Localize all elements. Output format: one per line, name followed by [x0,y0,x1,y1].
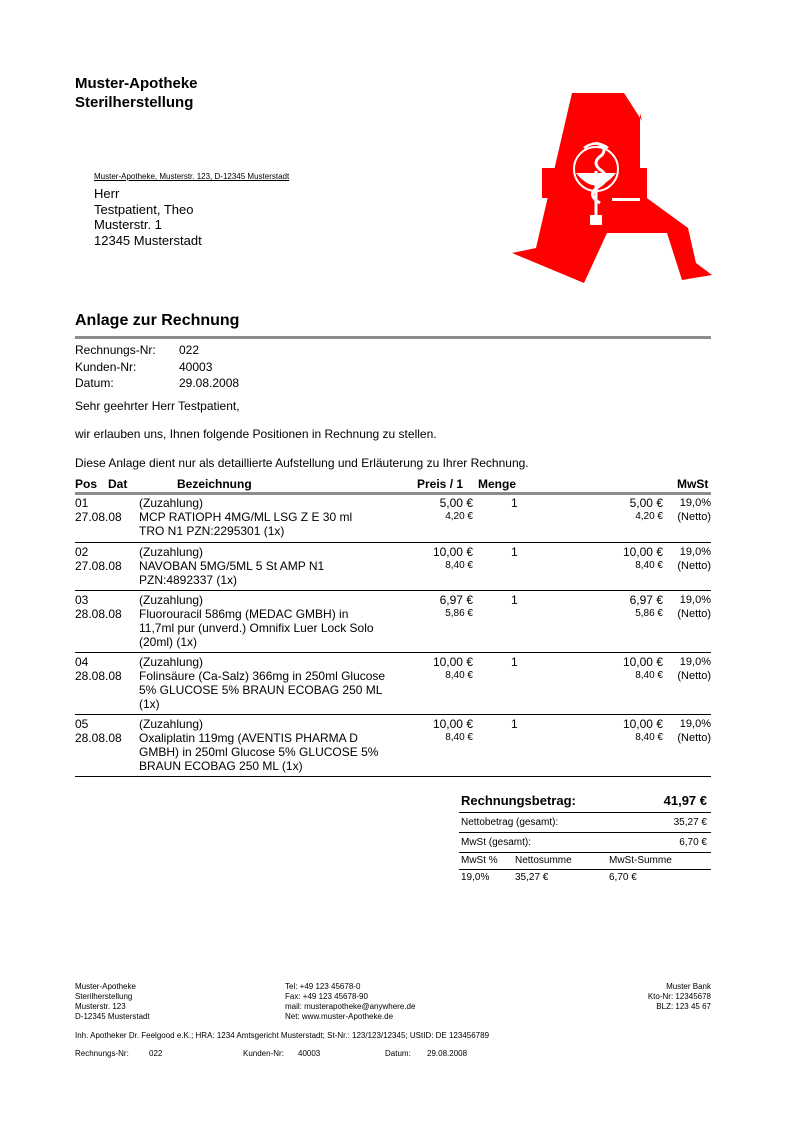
summary-total-label: Rechnungsbetrag: [461,793,576,808]
meta-value: 022 [179,343,200,357]
position-quantity: 1 [511,655,518,669]
position-quantity: 1 [511,496,518,510]
position-number: 02 27.08.08 [75,545,122,573]
recipient-street: Musterstr. 1 [94,217,162,232]
vat-breakdown-row [459,870,711,886]
footer-line: D-12345 Musterstadt [75,1012,150,1021]
footer-fax: Fax: +49 123 45678-90 [285,992,368,1001]
invoice-meta [75,342,239,392]
recipient-name: Testpatient, Theo [94,201,194,217]
footer-blz: BLZ: 123 45 67 [656,1002,711,1011]
meta-label: Rechnungs-Nr: [75,343,156,357]
footer-line: Musterstr. 123 [75,1002,126,1011]
meta-label: Datum: [75,376,114,390]
position-total: 6,97 € 5,86 € [629,593,663,619]
position-price: 10,00 € 8,40 € [432,717,473,743]
recipient-salutation: Herr [94,186,120,201]
table-row [75,653,711,715]
position-quantity: 1 [511,593,518,607]
table-row [75,543,711,591]
summary-net-value: 35,27 € [673,817,707,828]
meta-row-customer [75,359,239,376]
footer-ref-date-label: Datum: [385,1049,411,1058]
footer-legal: Inh. Apotheker Dr. Feelgood e.K.; HRA: 1234 Amtsgericht Musterstadt; St-Nr.: 123/123/12345; UStID: DE 123456789 [75,1031,490,1040]
position-price: 10,00 € 8,40 € [432,545,473,571]
position-vat: 19,0% (Netto) [677,594,711,620]
summary-total-row [459,791,711,813]
document-title: Anlage zur Rechnung [75,312,240,329]
table-row [75,591,711,653]
header-quantity: Menge [478,477,517,491]
header-date: Dat [108,477,128,491]
summary-total-value: 41,97 € [663,793,707,808]
positions-table [75,494,711,777]
position-price: 5,00 € 4,20 € [439,496,473,522]
apotheke-logo-icon [512,73,712,283]
summary-vat-label: MwSt (gesamt): [461,837,532,848]
footer-ref-invoice-label: Rechnungs-Nr: [75,1049,129,1058]
position-vat: 19,0% (Netto) [677,497,711,523]
footer-line: Sterilherstellung [75,992,133,1001]
meta-value: 29.08.2008 [179,376,240,390]
footer-mail: mail: musterapotheke@anywhere.de [285,1002,416,1011]
position-vat: 19,0% (Netto) [677,656,711,682]
recipient-address [94,186,202,248]
vat-sum: 6,70 € [609,872,637,883]
title-rule [75,336,711,339]
recipient-city: 12345 Musterstadt [94,232,202,248]
meta-value: 40003 [179,359,213,374]
greeting: Sehr geehrter Herr Testpatient, [75,399,240,413]
position-total: 5,00 € 4,20 € [629,496,663,522]
footer-ref-invoice: 022 [149,1049,163,1058]
footer-line: Muster-Apotheke [75,982,136,991]
header-vat: MwSt [677,477,709,491]
header-price: Preis / 1 [417,477,464,491]
footer-account: Kto-Nr: 12345678 [647,992,711,1001]
vat-net: 35,27 € [515,872,549,883]
vat-header-rate: MwSt % [461,855,498,866]
position-number: 03 28.08.08 [75,593,122,621]
footer-company [75,982,150,1022]
company-line-2: Sterilherstellung [75,94,194,111]
position-description: (Zuzahlung) Oxaliplatin 119mg (AVENTIS PHARMA D GMBH) in 250ml Glucose 5% GLUCOSE 5% BRAUN ECOBAG 250 ML (1x) [139,717,379,773]
meta-row-date [75,375,239,392]
footer-phone: Tel: +49 123 45678-0 [285,982,361,991]
footer-ref-customer-label: Kunden-Nr: [243,1049,284,1058]
note-text: Diese Anlage dient nur als detaillierte Aufstellung und Erläuterung zu Ihrer Rechnung. [75,456,529,470]
summary-vat-value: 6,70 € [679,837,707,848]
position-number: 01 27.08.08 [75,496,122,524]
footer-contact [285,982,415,1022]
summary-net-label: Nettobetrag (gesamt): [461,817,559,828]
position-description: (Zuzahlung) Fluorouracil 586mg (MEDAC GMBH) in 11,7ml pur (unverd.) Omnifix Luer Lock Solo (20ml) (1x) [139,593,374,649]
position-total: 10,00 € 8,40 € [622,655,663,681]
position-vat: 19,0% (Netto) [677,546,711,572]
footer-bank-name: Muster Bank [666,982,711,991]
vat-rate: 19,0% [461,872,490,883]
footer-ref-date: 29.08.2008 [427,1049,468,1058]
table-row [75,715,711,777]
header-description: Bezeichnung [177,477,252,491]
position-vat: 19,0% (Netto) [677,718,711,744]
position-description: (Zuzahlung) MCP RATIOPH 4MG/ML LSG Z E 30 ml TRO N1 PZN:2295301 (1x) [139,496,353,538]
vat-header-sum: MwSt-Summe [609,855,672,866]
summary-net-row [459,813,711,833]
position-quantity: 1 [511,717,518,731]
header-pos: Pos [75,477,98,491]
meta-label: Kunden-Nr: [75,359,137,374]
position-price: 6,97 € 5,86 € [439,593,473,619]
vat-header-net: Nettosumme [515,855,572,866]
invoice-summary [459,791,711,886]
position-total: 10,00 € 8,40 € [622,717,663,743]
footer-bank [648,982,711,1012]
position-total: 10,00 € 8,40 € [622,545,663,571]
footer-ref-customer: 40003 [298,1049,321,1058]
position-description: (Zuzahlung) Folinsäure (Ca-Salz) 366mg in 250ml Glucose 5% GLUCOSE 5% BRAUN ECOBAG 250 ML (1x) [139,655,386,711]
table-row [75,494,711,543]
company-name [75,74,198,112]
position-price: 10,00 € 8,40 € [432,655,473,681]
intro-text: wir erlauben uns, Ihnen folgende Positionen in Rechnung zu stellen. [75,427,437,441]
company-line-1: Muster-Apotheke [75,75,198,92]
meta-row-invoice [75,342,239,359]
position-description: (Zuzahlung) NAVOBAN 5MG/5ML 5 St AMP N1 PZN:4892337 (1x) [139,545,325,587]
position-number: 05 28.08.08 [75,717,122,745]
position-number: 04 28.08.08 [75,655,122,683]
vat-breakdown-header [459,853,711,870]
summary-vat-row [459,833,711,853]
position-quantity: 1 [511,545,518,559]
sender-line: Muster-Apotheke, Musterstr. 123, D-12345 Musterstadt [94,172,290,181]
footer-web: Net: www.muster-Apotheke.de [285,1012,394,1021]
